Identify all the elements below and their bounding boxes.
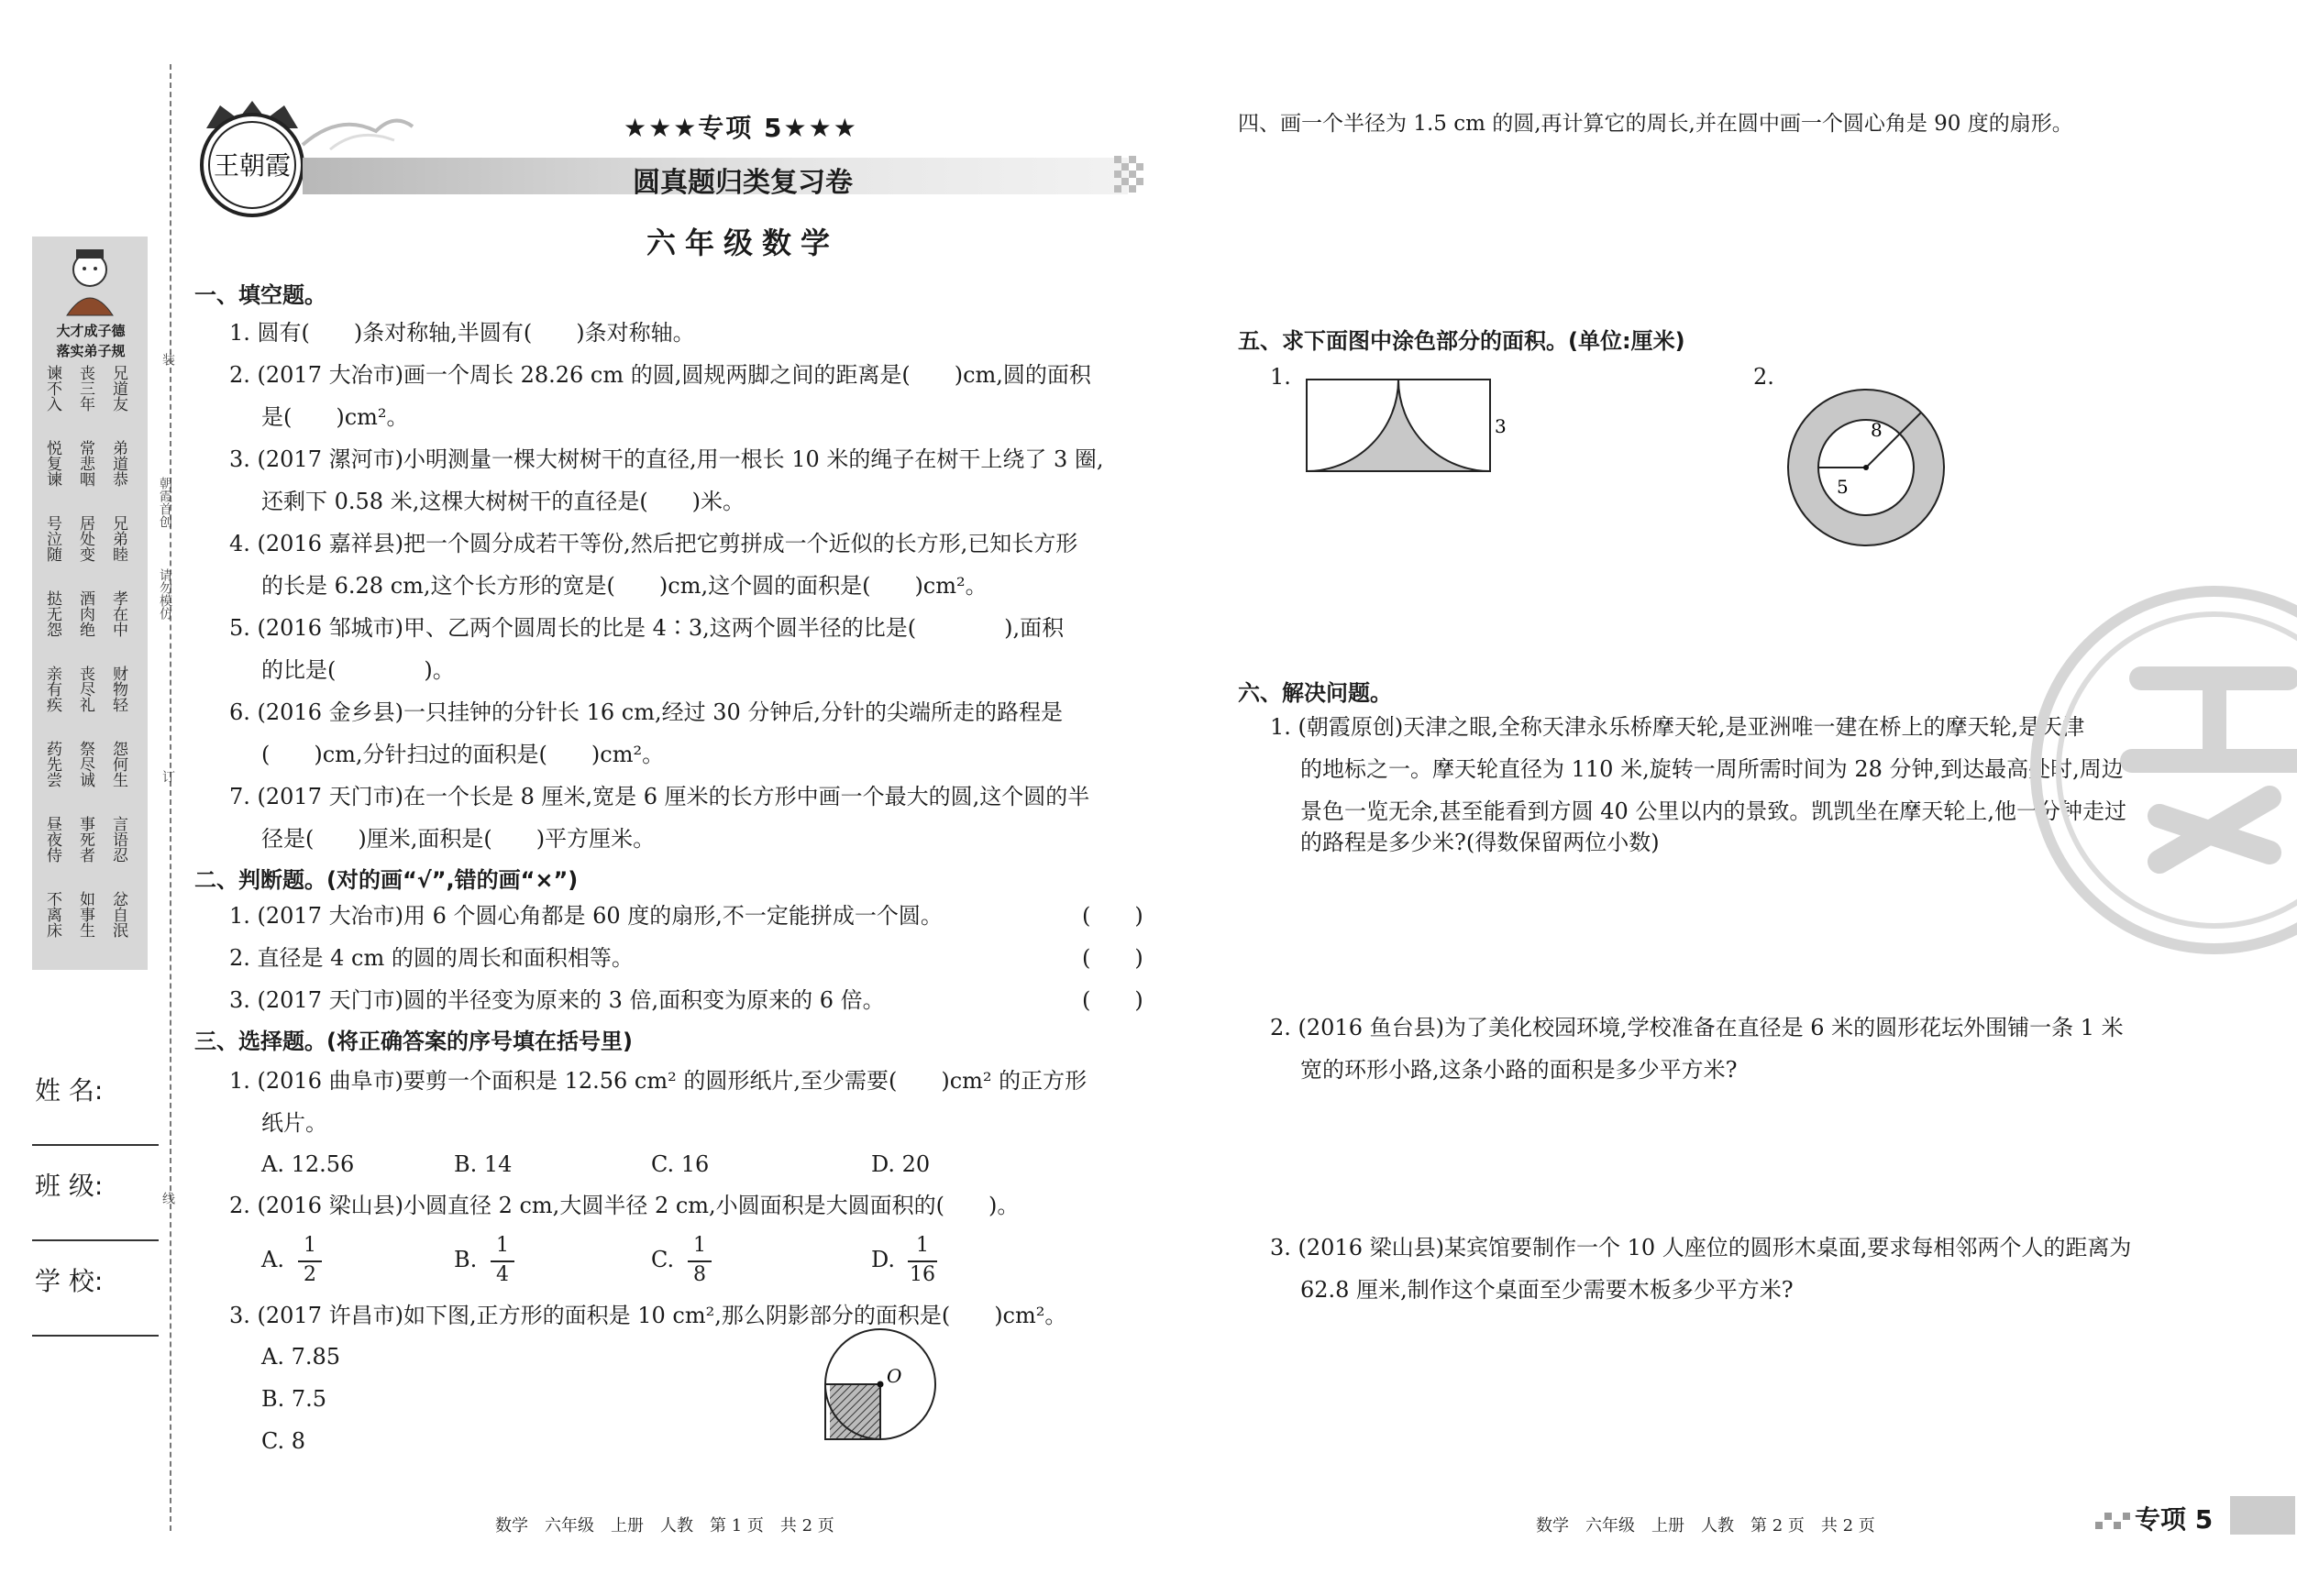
poem-column: 言语忍 xyxy=(109,816,127,863)
name-label: 姓 名: xyxy=(35,1075,104,1106)
poem-column: 不离床 xyxy=(43,891,61,938)
footer-right: 数学 六年级 上册 人教 第 2 页 共 2 页 xyxy=(1536,1516,1875,1535)
fraction-bar xyxy=(908,1260,937,1262)
s6-q2-line: 2. (2016 鱼台县)为了美化校园环境,学校准备在直径是 6 米的圆形花坛外围铺一条 1 米 xyxy=(1270,1015,2124,1040)
s2-item: 3. (2017 天门市)圆的半径变为原来的 3 倍,面积变为原来的 6 倍。 xyxy=(229,987,885,1013)
s3-q1-option: C. 16 xyxy=(651,1151,710,1177)
poem-column: 丧三年 xyxy=(76,365,94,412)
s1-line: 径是( )厘米,面积是( )平方厘米。 xyxy=(261,826,656,852)
s1-line: 4. (2016 嘉祥县)把一个圆分成若干等份,然后把它剪拼成一个近似的长方形,已知长方形 xyxy=(229,531,1078,556)
footer-gray-block xyxy=(2230,1496,2295,1535)
fraction-denominator: 8 xyxy=(693,1263,706,1286)
fig1-dimension-label: 3 xyxy=(1495,415,1507,437)
poem-column: 孝在中 xyxy=(109,590,127,637)
s1-line: 的比是( )。 xyxy=(261,657,455,683)
poem-column: 财物轻 xyxy=(109,666,127,712)
side-note-zhuang: 装 xyxy=(160,353,175,366)
s5-fig1-label: 1. xyxy=(1270,364,1291,390)
poem-column: 药先尝 xyxy=(43,741,61,787)
dizigui-poem-panel xyxy=(32,237,148,970)
section-3-title: 三、选择题。(将正确答案的序号填在括号里) xyxy=(194,1029,633,1054)
page-subtitle: 六年级数学 xyxy=(646,226,839,260)
section-2-title: 二、判断题。(对的画“√”,错的画“×”) xyxy=(194,867,579,893)
poem-column: 祭尽诚 xyxy=(76,741,94,787)
s3-q3-option: A. 7.85 xyxy=(261,1344,341,1370)
rectangle-arc-figure xyxy=(1302,378,1507,479)
s3-q1-option: D. 20 xyxy=(871,1151,931,1177)
s1-line: 还剩下 0.58 米,这棵大树树干的直径是( )米。 xyxy=(261,489,745,514)
footer-topic-tag: 专项 5 xyxy=(2135,1504,2214,1535)
poem-column: 挞无怨 xyxy=(43,590,61,637)
motto-line-1: 大才成子德 xyxy=(56,323,126,339)
fraction-numerator: 1 xyxy=(916,1234,929,1257)
poem-column: 居处变 xyxy=(76,515,94,562)
s1-line: 5. (2016 邹城市)甲、乙两个圆周长的比是 4∶3,这两个圆半径的比是( ),面积 xyxy=(229,615,1065,641)
s1-line: 的长是 6.28 cm,这个长方形的宽是( )cm,这个圆的面积是( )cm²。 xyxy=(261,573,988,599)
footer-pattern-icon xyxy=(2095,1503,2132,1531)
name-field[interactable] xyxy=(32,1144,159,1146)
binding-dashed-line xyxy=(170,64,171,1531)
fraction-denominator: 16 xyxy=(910,1263,935,1286)
class-label: 班 级: xyxy=(35,1171,104,1201)
s6-q1-line: 的路程是多少米?(得数保留两位小数) xyxy=(1300,830,1660,855)
fraction-bar xyxy=(491,1260,514,1262)
poem-column: 酒肉绝 xyxy=(76,590,94,637)
option-label: D. xyxy=(871,1247,896,1272)
motto-line-2: 落实弟子规 xyxy=(56,343,126,359)
poem-column: 谏不入 xyxy=(43,365,61,412)
s2-answer-paren[interactable]: ( ) xyxy=(1082,945,1143,971)
section-6-title: 六、解决问题。 xyxy=(1238,680,1392,706)
checker-pattern-icon xyxy=(1114,156,1151,196)
school-field[interactable] xyxy=(32,1335,159,1337)
scholar-illustration-icon xyxy=(58,244,122,317)
s3-q3-option: C. 8 xyxy=(261,1428,306,1454)
poem-column: 事死者 xyxy=(76,816,94,863)
class-field[interactable] xyxy=(32,1239,159,1241)
inner-radius-label: 5 xyxy=(1837,476,1849,498)
poem-column: 兄道友 xyxy=(109,365,127,412)
poem-column: 弟道恭 xyxy=(109,440,127,487)
s6-q1-line: 景色一览无余,甚至能看到方圆 40 公里以内的景致。凯凯坐在摩天轮上,他一分钟走过 xyxy=(1300,798,2127,824)
s3-q3-line: 3. (2017 许昌市)如下图,正方形的面积是 10 cm²,那么阴影部分的面积是( )cm²。 xyxy=(229,1303,1067,1328)
poem-column: 悦复谏 xyxy=(43,440,61,487)
brand-logo xyxy=(188,101,316,220)
side-note-original: 朝霞首创 xyxy=(158,477,172,528)
fraction-bar xyxy=(688,1260,712,1262)
s6-q1-line: 1. (朝霞原创)天津之眼,全称天津永乐桥摩天轮,是亚洲唯一建在桥上的摩天轮,是天津 xyxy=(1270,714,2085,740)
poem-column: 号泣随 xyxy=(43,515,61,562)
fraction-numerator: 1 xyxy=(693,1234,706,1257)
s3-q1-line: 1. (2016 曲阜市)要剪一个面积是 12.56 cm² 的圆形纸片,至少需要( )cm² 的正方形 xyxy=(229,1068,1088,1094)
logo-text: 王朝霞 xyxy=(213,150,292,181)
s6-q3-line: 3. (2016 梁山县)某宾馆要制作一个 10 人座位的圆形木桌面,要求每相邻两个人的距离为 xyxy=(1270,1235,2132,1260)
s2-answer-paren[interactable]: ( ) xyxy=(1082,987,1143,1013)
side-note-no-copy: 请勿模仿 xyxy=(158,568,172,620)
footer-left: 数学 六年级 上册 人教 第 1 页 共 2 页 xyxy=(495,1516,834,1535)
poem-column: 丧尽礼 xyxy=(76,666,94,712)
ring-figure xyxy=(1783,385,1949,550)
fraction-bar xyxy=(298,1260,322,1262)
fraction-numerator: 1 xyxy=(304,1234,316,1257)
fraction-denominator: 4 xyxy=(496,1263,509,1286)
side-note-ding: 订 xyxy=(160,770,175,783)
poem-column: 兄弟睦 xyxy=(109,515,127,562)
side-note-xian: 线 xyxy=(160,1192,175,1205)
section-4-title: 四、画一个半径为 1.5 cm 的圆,再计算它的周长,并在圆中画一个圆心角是 90 度的扇形。 xyxy=(1238,112,2073,136)
center-o-label: O xyxy=(887,1365,902,1387)
ribbon-decoration-icon xyxy=(303,108,422,154)
page-title: 圆真题归类复习卷 xyxy=(633,167,853,199)
fraction-numerator: 1 xyxy=(496,1234,509,1257)
poem-column: 怨何生 xyxy=(109,741,127,787)
s1-line: 7. (2017 天门市)在一个长是 8 厘米,宽是 6 厘米的长方形中画一个最大的圆,这个圆的半 xyxy=(229,784,1090,809)
s1-line: 6. (2016 金乡县)一只挂钟的分针长 16 cm,经过 30 分钟后,分针的尖端所走的路程是 xyxy=(229,699,1064,725)
s6-q3-line: 62.8 厘米,制作这个桌面至少需要木板多少平方米? xyxy=(1300,1277,1794,1303)
s1-line: 是( )cm²。 xyxy=(261,404,409,430)
option-label: A. xyxy=(261,1247,284,1272)
poem-column: 昼夜侍 xyxy=(43,816,61,863)
s3-q2-line: 2. (2016 梁山县)小圆直径 2 cm,大圆半径 2 cm,小圆面积是大圆面积的( )。 xyxy=(229,1193,1020,1218)
poem-column: 忿自泯 xyxy=(109,891,127,938)
s1-line: ( )cm,分针扫过的面积是( )cm²。 xyxy=(261,742,665,767)
special-topic-badge: ★★★专项 5★★★ xyxy=(624,113,858,143)
s1-line: 1. 圆有( )条对称轴,半圆有( )条对称轴。 xyxy=(229,320,695,346)
s2-item: 1. (2017 大冶市)用 6 个圆心角都是 60 度的扇形,不一定能拼成一个圆。 xyxy=(229,903,943,929)
s3-q3-option: B. 7.5 xyxy=(261,1386,327,1412)
poem-column: 亲有疾 xyxy=(43,666,61,712)
s6-q2-line: 宽的环形小路,这条小路的面积是多少平方米? xyxy=(1300,1057,1738,1083)
s3-q1-line: 纸片。 xyxy=(261,1110,327,1136)
s1-line: 2. (2017 大冶市)画一个周长 28.26 cm 的圆,圆规两脚之间的距离是( )cm,圆的面积 xyxy=(229,362,1091,388)
section-5-title: 五、求下面图中涂色部分的面积。(单位:厘米) xyxy=(1238,328,1685,354)
s3-q1-option: B. 14 xyxy=(454,1151,513,1177)
s1-line: 3. (2017 漯河市)小明测量一棵大树树干的直径,用一根长 10 米的绳子在树干上绕了 3 圈, xyxy=(229,446,1104,472)
s3-q1-option: A. 12.56 xyxy=(261,1151,355,1177)
s2-item: 2. 直径是 4 cm 的圆的周长和面积相等。 xyxy=(229,945,634,971)
watermark-seal xyxy=(2022,578,2297,963)
poem-column: 常悲咽 xyxy=(76,440,94,487)
fraction-denominator: 2 xyxy=(304,1263,316,1286)
s2-answer-paren[interactable]: ( ) xyxy=(1082,903,1143,929)
section-1-title: 一、填空题。 xyxy=(194,282,326,308)
option-label: B. xyxy=(454,1247,478,1272)
circle-square-figure xyxy=(821,1329,949,1448)
school-label: 学 校: xyxy=(35,1266,104,1296)
option-label: C. xyxy=(651,1247,675,1272)
s5-fig2-label: 2. xyxy=(1753,364,1774,390)
s6-q1-line: 的地标之一。摩天轮直径为 110 米,旋转一周所需时间为 28 分钟,到达最高处时,周边 xyxy=(1300,756,2124,782)
poem-column: 如事生 xyxy=(76,891,94,938)
outer-radius-label: 8 xyxy=(1871,419,1883,441)
